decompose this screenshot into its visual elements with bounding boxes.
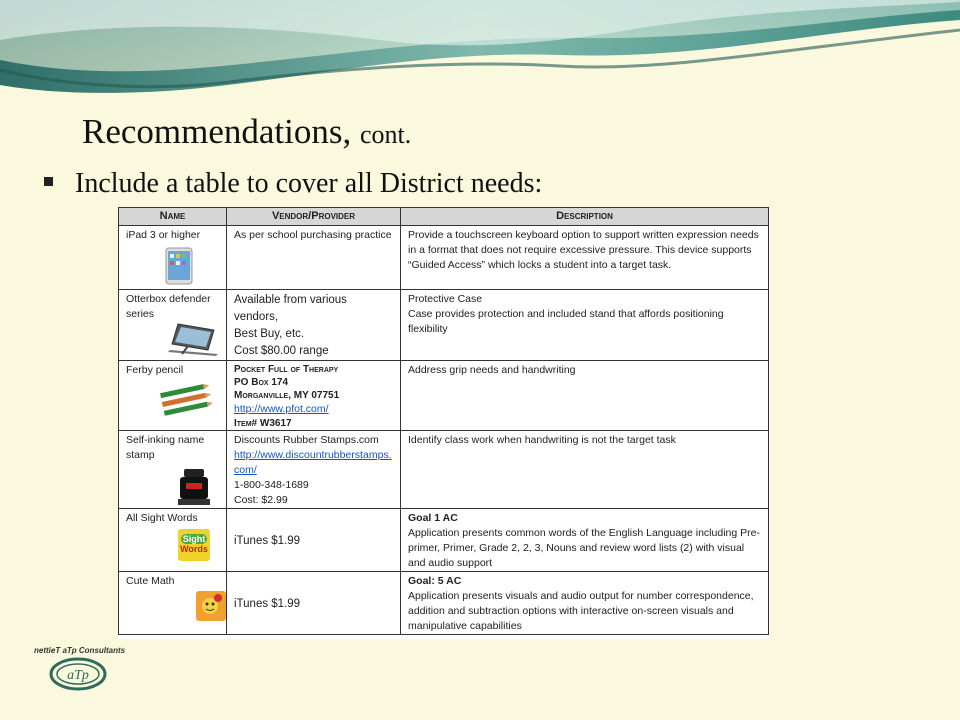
vendor-line: PO Box 174	[234, 377, 289, 388]
name-cell	[119, 290, 227, 361]
name-cell	[119, 431, 227, 509]
name-cell	[119, 361, 227, 431]
table-row	[119, 290, 769, 361]
vendor-line: Available from various vendors,	[234, 294, 347, 323]
item-name: Self-inking name stamp	[126, 434, 205, 461]
stamp-image	[176, 467, 212, 507]
description-cell: Identify class work when handwriting is not the target task	[401, 431, 769, 509]
goal-label: Goal 1 AC	[408, 512, 458, 524]
description-cell	[401, 509, 769, 572]
vendor-link[interactable]: http://www.pfot.com/	[234, 403, 329, 415]
vendor-line: Cost $80.00 range	[234, 345, 329, 357]
atp-logo-text: aTp	[67, 668, 89, 683]
vendor-cell	[227, 431, 401, 509]
needs-table	[118, 207, 769, 635]
name-cell	[119, 509, 227, 572]
item-name: Ferby pencil	[126, 364, 184, 376]
header-description: Description	[401, 208, 769, 226]
name-cell	[119, 226, 227, 290]
atp-logo-icon	[48, 657, 108, 691]
slide-title-main: Recommendations,	[82, 112, 352, 151]
vendor-price: iTunes $1.99	[234, 534, 301, 547]
item-name: iPad 3 or higher	[126, 229, 201, 241]
description-cell: Provide a touchscreen keyboard option to support written expression needs in a format that does not require excessive pressure. This device supports “Guided Access” which locks a student into a target task.	[401, 226, 769, 290]
bullet-point	[44, 168, 542, 200]
brand-name: nettieT aTp Consultants	[34, 646, 126, 655]
footer-branding	[34, 646, 125, 696]
table-row	[119, 509, 769, 572]
name-cell	[119, 572, 227, 635]
words-icon-text: Words	[180, 544, 208, 554]
vendor-cost: Cost: $2.99	[234, 494, 288, 506]
header-wave-banner	[0, 0, 960, 100]
tablet-case-image	[168, 320, 220, 356]
needs-table-container	[118, 207, 770, 639]
description-cell: Address grip needs and handwriting	[401, 361, 769, 431]
sight-words-app-icon	[178, 529, 210, 561]
vendor-cell	[227, 509, 401, 572]
vendor-line: Best Buy, etc.	[234, 328, 305, 340]
description-cell	[401, 290, 769, 361]
vendor-line: Morganville, MY 07751	[234, 390, 340, 401]
description-cell	[401, 572, 769, 635]
vendor-phone: 1-800-348-1689	[234, 479, 309, 491]
square-bullet-icon	[44, 177, 53, 186]
item-name: All Sight Words	[126, 512, 198, 524]
vendor-line: Pocket Full of Therapy	[234, 364, 339, 375]
vendor-cell	[227, 361, 401, 431]
table-row	[119, 431, 769, 509]
description-line: Protective Case	[408, 293, 483, 305]
pencils-image	[160, 384, 212, 416]
table-row	[119, 226, 769, 290]
vendor-cell	[227, 290, 401, 361]
vendor-cell	[227, 572, 401, 635]
slide-title-suffix: cont.	[360, 120, 412, 149]
goal-label: Goal: 5 AC	[408, 575, 462, 587]
slide-title	[82, 112, 411, 152]
table-row	[119, 572, 769, 635]
header-vendor: Vendor/Provider	[227, 208, 401, 226]
bullet-text: Include a table to cover all District needs:	[75, 168, 543, 199]
vendor-name: Discounts Rubber Stamps.com	[234, 434, 379, 446]
vendor-link[interactable]: http://www.discountrubberstamps.com/	[234, 449, 392, 476]
table-row	[119, 361, 769, 431]
header-name: Name	[119, 208, 227, 226]
vendor-price: iTunes $1.99	[234, 597, 301, 610]
vendor-item-number: Item# W3617	[234, 418, 292, 429]
item-name: Cute Math	[126, 575, 175, 587]
table-header-row	[119, 208, 769, 226]
cute-math-app-icon	[196, 591, 226, 621]
item-name: Otterbox defender series	[126, 293, 211, 320]
sight-icon-text: Sight	[182, 534, 206, 544]
description-text: Application presents visuals and audio output for number correspondence, addition and subtraction options with interactive on-screen visuals and manipulative capabilities	[408, 590, 754, 632]
ipad-image	[160, 247, 200, 285]
vendor-cell: As per school purchasing practice	[227, 226, 401, 290]
description-text: Application presents common words of the English Language including Pre-primer, Primer, Grade 2, 2, 3, Nouns and review word lists (2) with visual and audio support	[408, 527, 760, 569]
description-line: Case provides protection and included stand that affords positioning flexibility	[408, 308, 724, 335]
